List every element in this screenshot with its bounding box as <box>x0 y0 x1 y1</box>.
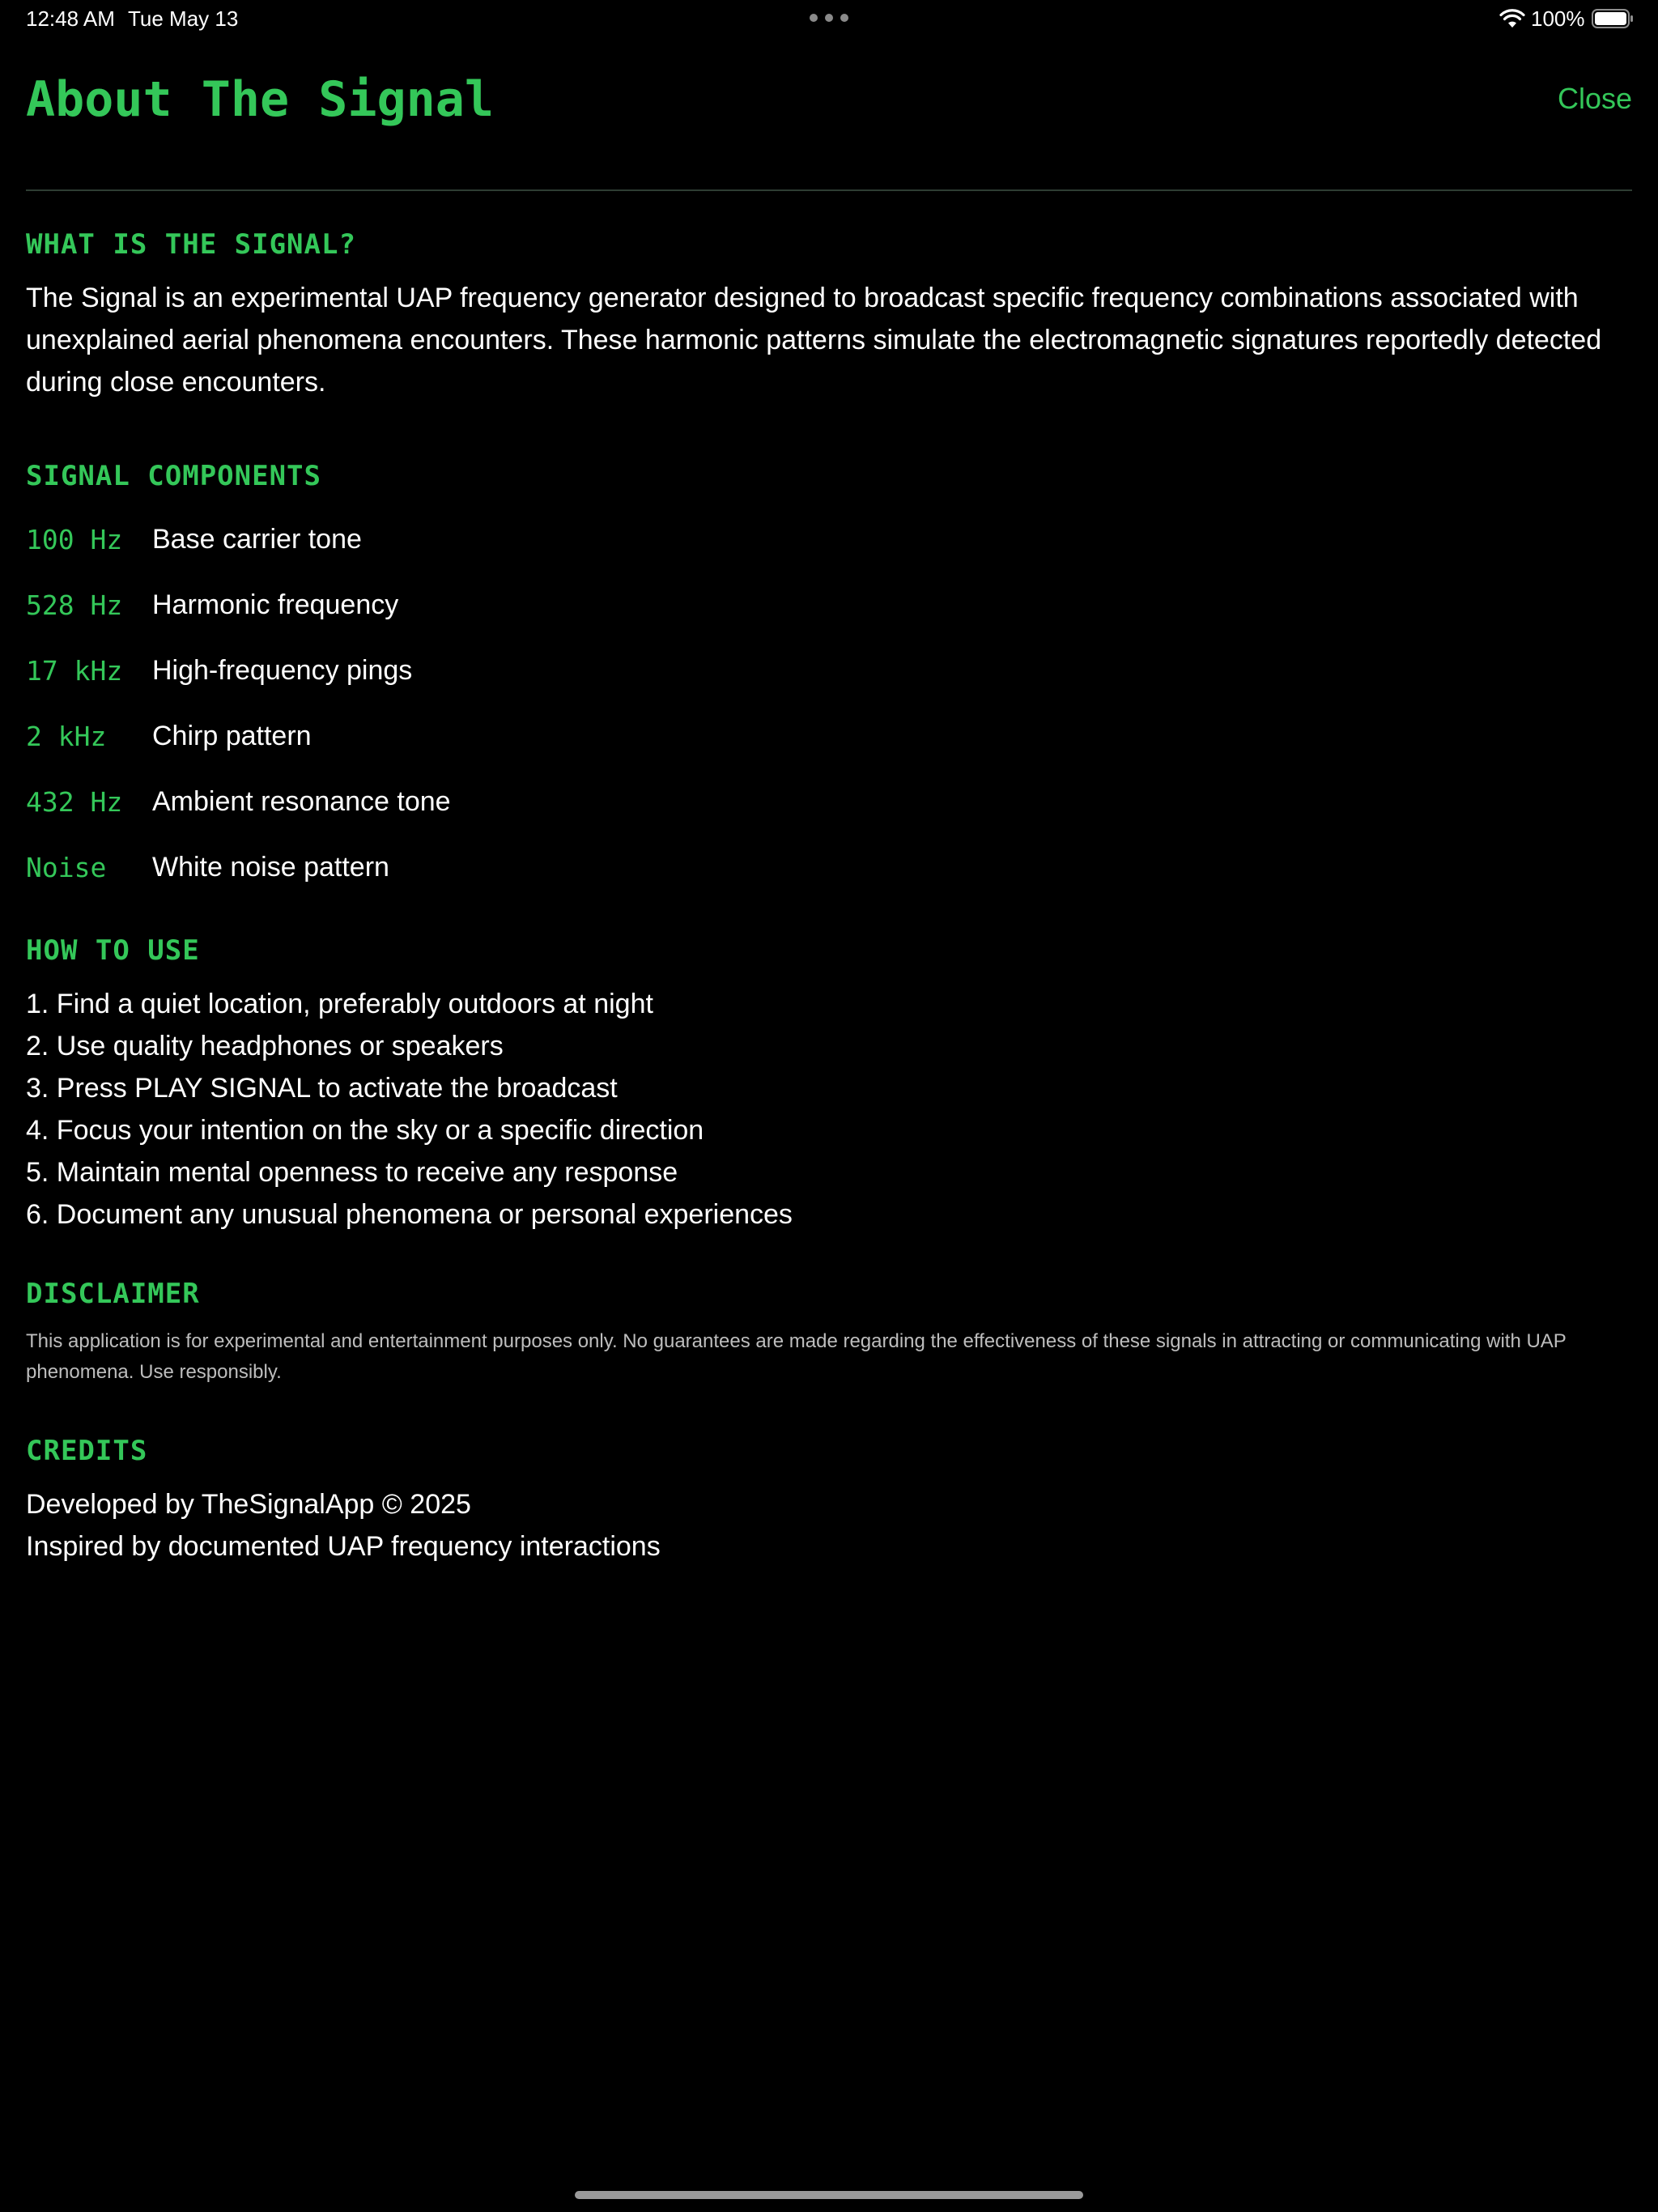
component-description: Ambient resonance tone <box>152 786 451 817</box>
section-heading: SIGNAL COMPONENTS <box>26 460 321 492</box>
component-row <box>26 704 1632 769</box>
section-credits <box>26 1433 1632 1568</box>
component-description: Chirp pattern <box>152 721 312 751</box>
about-content <box>26 227 1632 1568</box>
multitasking-dots-icon[interactable] <box>810 14 848 23</box>
status-date: Tue May 13 <box>128 6 239 31</box>
battery-percent: 100% <box>1531 6 1585 31</box>
section-heading: CREDITS <box>26 1435 148 1467</box>
step-item: 5. Maintain mental openness to receive any response <box>26 1157 678 1188</box>
credits-line: Developed by TheSignalApp © 2025 <box>26 1489 471 1520</box>
step-item: 2. Use quality headphones or speakers <box>26 1031 504 1061</box>
step-item: 1. Find a quiet location, preferably outdoors at night <box>26 989 653 1019</box>
header-divider <box>26 189 1632 191</box>
status-bar <box>0 0 1658 39</box>
component-frequency: 17 kHz <box>26 655 123 687</box>
status-time: 12:48 AM <box>26 6 115 31</box>
wifi-icon <box>1499 8 1525 29</box>
component-description: Harmonic frequency <box>152 589 399 620</box>
component-description: Base carrier tone <box>152 524 362 555</box>
component-list <box>26 507 1632 900</box>
dot <box>840 14 848 22</box>
component-frequency: 100 Hz <box>26 524 123 555</box>
section-how-to-use <box>26 933 1632 1236</box>
step-item: 3. Press PLAY SIGNAL to activate the broadcast <box>26 1073 618 1104</box>
credits-line: Inspired by documented UAP frequency interactions <box>26 1531 661 1562</box>
home-indicator[interactable] <box>575 2191 1083 2199</box>
section-what-is-the-signal <box>26 227 1632 403</box>
page-title: About The Signal <box>26 71 494 128</box>
component-row <box>26 507 1632 572</box>
component-description: High-frequency pings <box>152 655 413 686</box>
credits-lines <box>26 1483 1632 1568</box>
component-row <box>26 638 1632 704</box>
component-frequency: 2 kHz <box>26 721 107 752</box>
component-description: White noise pattern <box>152 852 389 883</box>
step-item: 4. Focus your intention on the sky or a specific direction <box>26 1115 704 1146</box>
close-button[interactable]: Close <box>1557 82 1632 115</box>
component-row <box>26 769 1632 835</box>
component-row <box>26 835 1632 900</box>
disclaimer-text: This application is for experimental and entertainment purposes only. No guarantees are made regarding the effectiveness of these signals in attracting or communicating with UAP phenomena. Use responsibly. <box>26 1330 1567 1383</box>
section-heading: WHAT IS THE SIGNAL? <box>26 228 356 261</box>
what-is-signal-text: The Signal is an experimental UAP frequency generator designed to broadcast specific frequency combinations associated with unexplained aerial phenomena encounters. These harmonic patterns simulate the electromagnetic signatures reportedly detected during close encounters. <box>26 283 1602 398</box>
component-row <box>26 572 1632 638</box>
dot <box>825 14 833 22</box>
component-frequency: Noise <box>26 852 107 883</box>
component-frequency: 528 Hz <box>26 589 123 621</box>
battery-icon <box>1592 8 1634 29</box>
section-heading: DISCLAIMER <box>26 1278 200 1310</box>
component-frequency: 432 Hz <box>26 786 123 818</box>
how-to-steps <box>26 983 1632 1236</box>
dot <box>810 14 818 22</box>
section-signal-components <box>26 458 1632 900</box>
section-disclaimer <box>26 1276 1632 1388</box>
step-item: 6. Document any unusual phenomena or personal experiences <box>26 1199 793 1230</box>
section-heading: HOW TO USE <box>26 934 200 967</box>
